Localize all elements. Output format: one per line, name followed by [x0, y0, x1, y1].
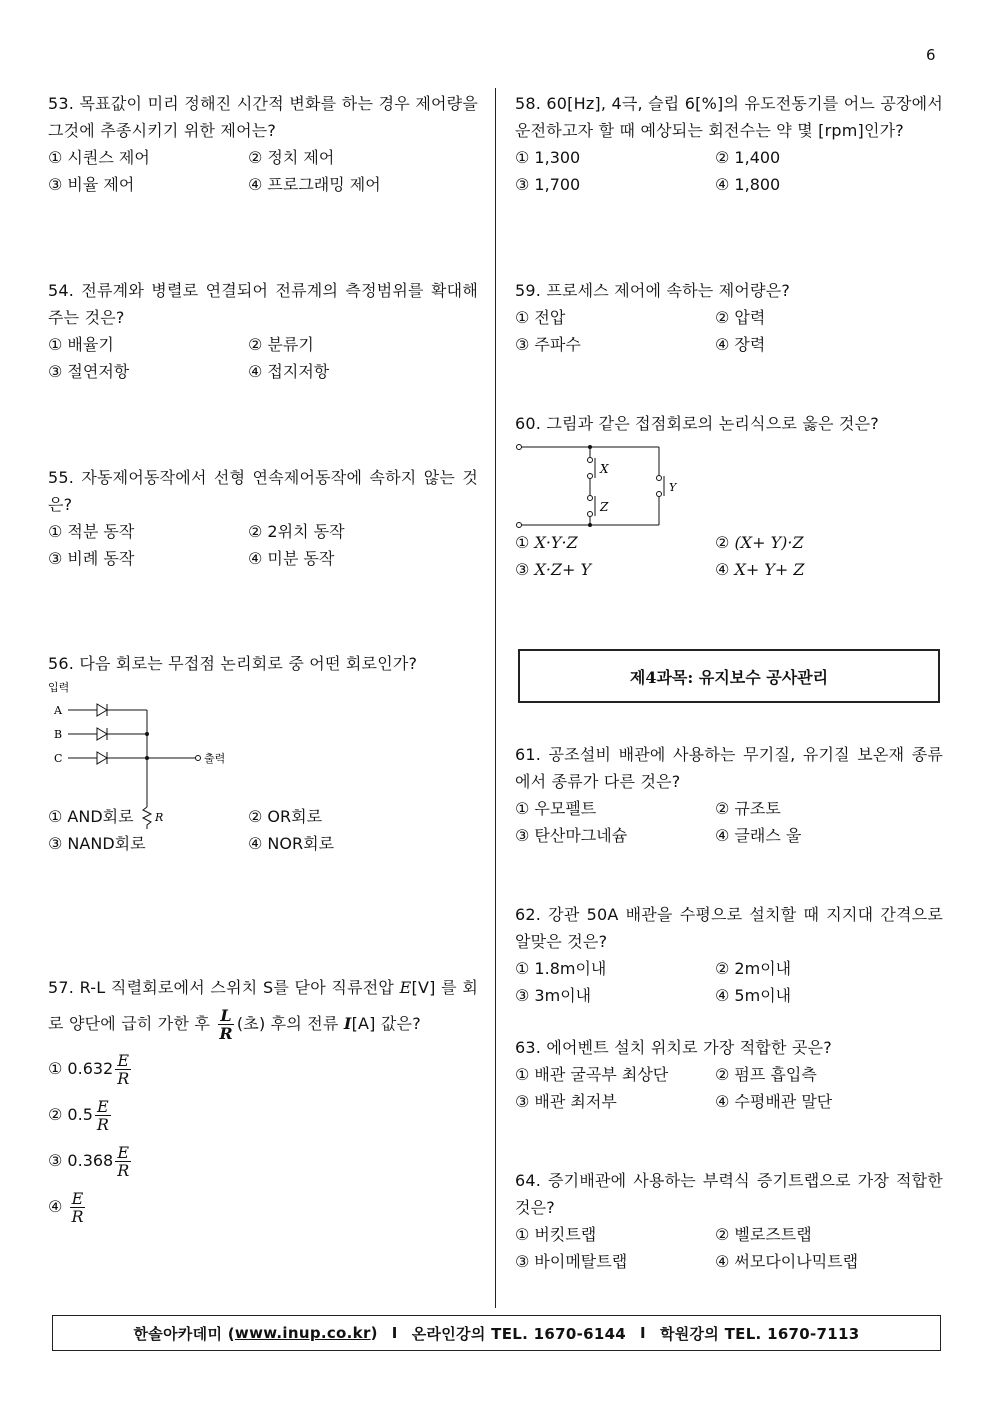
question-stem: 55. 자동제어동작에서 선형 연속제어동작에 속하지 않는 것은?: [48, 468, 478, 514]
offline-phone: 학원강의 TEL. 1670-7113: [659, 1324, 860, 1343]
option-4[interactable]: ④ 1,800: [715, 175, 781, 194]
question-59: [515, 277, 943, 358]
column-divider: [495, 88, 496, 1308]
question-stem: 64. 증기배관에 사용하는 부력식 증기트랩으로 가장 적합한 것은?: [515, 1171, 943, 1217]
options: [48, 1046, 478, 1230]
footer-separator: I: [640, 1324, 646, 1342]
option-2[interactable]: ② 2m이내: [715, 959, 792, 978]
question-stem: 59. 프로세스 제어에 속하는 제어량은?: [515, 281, 791, 300]
options: [515, 144, 943, 198]
option-3[interactable]: ③ 탄산마그네슘: [515, 826, 628, 845]
question-60: [515, 410, 943, 583]
options: [515, 795, 943, 849]
time-constant-fraction: $\frac{L}{R}$: [219, 1006, 233, 1043]
options: [48, 331, 478, 385]
question-63: [515, 1034, 943, 1115]
option-1[interactable]: ① 적분 동작: [48, 522, 135, 541]
question-56: [48, 650, 478, 857]
option-2[interactable]: ② 1,400: [715, 148, 781, 167]
website-link[interactable]: www.inup.co.kr: [234, 1324, 371, 1342]
question-stem: 53. 목표값이 미리 정해진 시간적 변화를 하는 경우 제어량을 그것에 추종시키기 위한 제어는?: [48, 94, 478, 140]
option-2[interactable]: ② (X+ Y)·Z: [715, 533, 804, 552]
option-1[interactable]: ① 배율기: [48, 335, 114, 354]
option-1[interactable]: ① 1,300: [515, 148, 581, 167]
option-1[interactable]: ① 배관 굴곡부 최상단: [515, 1065, 669, 1084]
option-1[interactable]: ① AND회로: [48, 807, 134, 826]
option-4[interactable]: ④ X+ Y+ Z: [715, 560, 805, 579]
question-61: [515, 741, 943, 849]
input-b-label: B: [54, 728, 63, 741]
option-1[interactable]: ① 0.632 $\frac{E}{R}$: [48, 1051, 130, 1088]
input-label: 입력: [48, 681, 70, 694]
option-3[interactable]: ③ 비율 제어: [48, 175, 135, 194]
contact-x-label: X: [600, 462, 609, 476]
question-stem: 60. 그림과 같은 접점회로의 논리식으로 옳은 것은?: [515, 414, 879, 433]
options: [515, 955, 943, 1009]
option-4[interactable]: ④ 미분 동작: [248, 549, 335, 568]
option-3[interactable]: ③ 배관 최저부: [515, 1092, 617, 1111]
option-2[interactable]: ② 정치 제어: [248, 148, 335, 167]
option-3[interactable]: ③ 1,700: [515, 175, 581, 194]
footer-contact-bar: 한솔아카데미 ( www.inup.co.kr ) I 온라인강의 TEL. 1670-6144 I 학원강의 TEL. 1670-7113: [52, 1315, 941, 1351]
option-2[interactable]: ② 펌프 흡입측: [715, 1065, 817, 1084]
question-stem: 62. 강관 50A 배관을 수평으로 설치할 때 지지대 간격으로 알맞은 것은?: [515, 905, 943, 951]
option-1[interactable]: ① 1.8m이내: [515, 959, 607, 978]
section-title: 제4과목: 유지보수 공사관리: [629, 667, 829, 687]
option-3[interactable]: ③ 비례 동작: [48, 549, 135, 568]
option-3[interactable]: ③ 주파수: [515, 335, 581, 354]
option-3[interactable]: ③ X·Z+ Y: [515, 560, 592, 579]
option-4[interactable]: ④ 장력: [715, 335, 766, 354]
options: [515, 1061, 943, 1115]
option-1[interactable]: ① 버킷트랩: [515, 1225, 597, 1244]
option-4[interactable]: ④ 5m이내: [715, 986, 792, 1005]
question-62: [515, 901, 943, 1009]
question-stem: 58. 60[Hz], 4극, 슬립 6[%]의 유도전동기를 어느 공장에서 운전하고자 할 때 예상되는 회전수는 약 몇 [rpm]인가?: [515, 94, 943, 140]
option-1[interactable]: ① 전압: [515, 308, 566, 327]
option-4[interactable]: ④ NOR회로: [248, 834, 335, 853]
question-stem: 56. 다음 회로는 무접점 논리회로 중 어떤 회로인가?: [48, 654, 418, 673]
option-1[interactable]: ① 시퀀스 제어: [48, 148, 150, 167]
page-number: 6: [926, 46, 936, 64]
option-2[interactable]: ② 0.5 $\frac{E}{R}$: [48, 1097, 109, 1134]
question-stem: 57. R-L 직렬회로에서 스위치 S를 닫아 직류전압 E[V] 를 회로 양단에 급히 가한 후 $\frac{L}{R}$ (초) 후의 전류 I[A] 값은?: [48, 978, 479, 1043]
option-2[interactable]: ② OR회로: [248, 807, 323, 826]
current-symbol: I: [343, 1014, 352, 1033]
options: [515, 1221, 943, 1275]
options: [515, 304, 943, 358]
option-2[interactable]: ② 규조토: [715, 799, 781, 818]
input-a-label: A: [54, 704, 62, 717]
options: [48, 144, 478, 198]
option-4[interactable]: ④ 프로그래밍 제어: [248, 175, 381, 194]
option-4[interactable]: ④ 수평배관 말단: [715, 1092, 833, 1111]
options: [515, 529, 943, 583]
contact-circuit-diagram: [515, 439, 715, 531]
option-3[interactable]: ③ 바이메탈트랩: [515, 1252, 628, 1271]
option-3[interactable]: ③ 0.368 $\frac{E}{R}$: [48, 1143, 130, 1180]
option-3[interactable]: ③ NAND회로: [48, 834, 146, 853]
options: [48, 518, 478, 572]
question-53: [48, 90, 478, 198]
question-stem: 63. 에어벤트 설치 위치로 가장 적합한 곳은?: [515, 1038, 832, 1057]
resistor-label: R: [155, 811, 164, 824]
option-4[interactable]: ④ 글래스 울: [715, 826, 802, 845]
question-57: [48, 970, 478, 1230]
contact-y-label: Y: [669, 481, 677, 494]
question-stem: 61. 공조설비 배관에 사용하는 무기질, 유기질 보온재 종류에서 종류가 다른 것은?: [515, 745, 943, 791]
option-4[interactable]: ④ $\frac{E}{R}$: [48, 1189, 84, 1226]
question-58: [515, 90, 943, 198]
input-c-label: C: [54, 752, 63, 765]
contact-z-label: Z: [600, 500, 609, 514]
output-label: 출력: [204, 752, 226, 765]
online-phone: 온라인강의 TEL. 1670-6144: [411, 1324, 627, 1343]
question-55: [48, 464, 478, 572]
option-4[interactable]: ④ 써모다이나믹트랩: [715, 1252, 859, 1271]
option-2[interactable]: ② 압력: [715, 308, 766, 327]
question-64: [515, 1167, 943, 1275]
voltage-symbol: E: [399, 978, 412, 997]
option-4[interactable]: ④ 접지저항: [248, 362, 330, 381]
option-3[interactable]: ③ 3m이내: [515, 986, 592, 1005]
option-2[interactable]: ② 2위치 동작: [248, 522, 345, 541]
option-1[interactable]: ① 우모펠트: [515, 799, 597, 818]
option-3[interactable]: ③ 절연저항: [48, 362, 130, 381]
question-stem: 54. 전류계와 병렬로 연결되어 전류계의 측정범위를 확대해 주는 것은?: [48, 281, 478, 327]
question-54: [48, 277, 478, 385]
option-2[interactable]: ② 벨로즈트랩: [715, 1225, 812, 1244]
options: [48, 803, 478, 857]
option-1[interactable]: ① X·Y·Z: [515, 533, 578, 552]
option-2[interactable]: ② 분류기: [248, 335, 314, 354]
section-title-box: [518, 649, 940, 703]
footer-separator: I: [391, 1324, 398, 1342]
